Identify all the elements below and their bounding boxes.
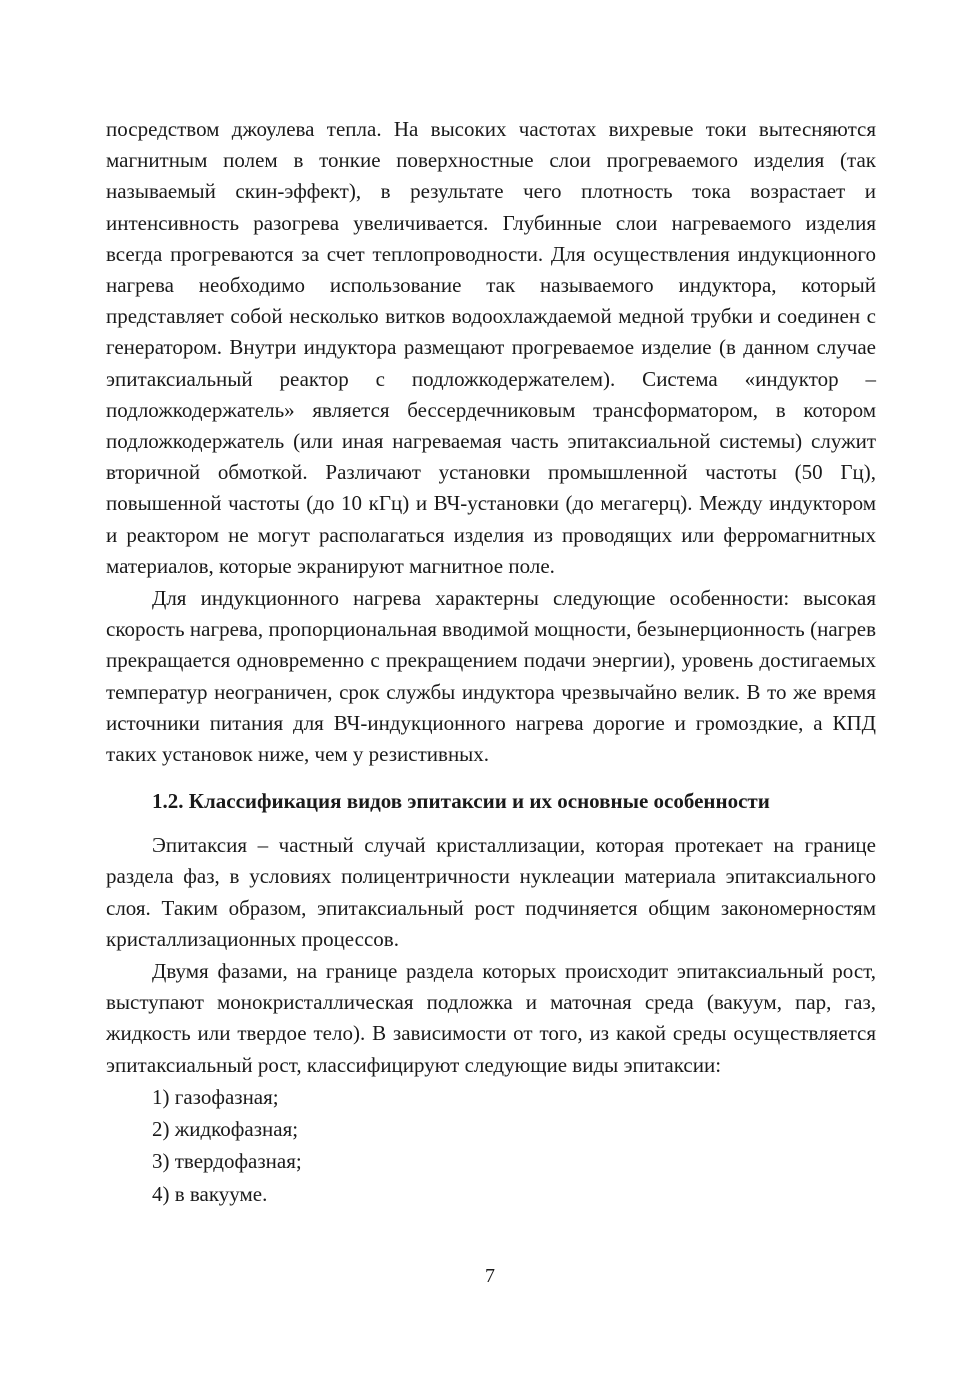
section-heading: 1.2. Классификация видов эпитаксии и их основные особенности: [152, 789, 770, 814]
list-item: 1) газофазная;: [152, 1084, 279, 1109]
list-item: 3) твердофазная;: [152, 1149, 302, 1174]
epitaxy-types-list: [106, 1082, 876, 1210]
paragraph-epitaxy-phases: Двумя фазами, на границе раздела которых происходит эпитаксиальный рост, выступают монокристаллическая подложка и маточная среда (вакуум, пар, газ, жидкость или твердое тело). В зависимости от того, из какой среды осуществляется эпитаксиальный рост, классифицируют следующие виды эпитаксии:: [106, 959, 876, 1077]
page-body: [106, 114, 876, 1210]
paragraph-induction-heating-features: Для индукционного нагрева характерны следующие особенности: высокая скорость нагрева, пропорциональная вводимой мощности, безынерционность (нагрев прекращается одновременно с прекращением подачи энергии), уровень достигаемых температур неограничен, срок службы индуктора чрезвычайно велик. В то же время источники питания для ВЧ-индукционного нагрева дорогие и громоздкие, а КПД таких установок ниже, чем у резистивных.: [106, 586, 876, 767]
list-item: 4) в вакууме.: [152, 1181, 268, 1206]
paragraph-induction-heating-continued: посредством джоулева тепла. На высоких частотах вихревые токи вытесняются магнитным полем в тонкие поверхностные слои прогреваемого изделия (так называемый скин-эффект), в результате чего плотность тока возрастает и интенсивность разогрева увеличивается. Глубинные слои нагреваемого изделия всегда прогреваются за счет теплопроводности. Для осуществления индукционного нагрева необходимо использование так называемого индуктора, который представляет собой несколько витков водоохлаждаемой медной трубки и соединен с генератором. Внутри индуктора размещают прогреваемое изделие (в данном случае эпитаксиальный реактор с подложкодержателем). Система «индуктор – подложкодержатель» является бессердечниковым трансформатором, в котором подложкодержатель (или иная нагреваемая часть эпитаксиальной системы) служит вторичной обмоткой. Различают установки промышленной частоты (50 Гц), повышенной частоты (до 10 кГц) и ВЧ-установки (до мегагерц). Между индуктором и реактором не могут располагаться изделия из проводящих или ферромагнитных материалов, которые экранируют магнитное поле.: [106, 117, 876, 578]
paragraph-epitaxy-definition: Эпитаксия – частный случай кристаллизации, которая протекает на границе раздела фаз, в условиях полицентричности нуклеации материала эпитаксиального слоя. Таким образом, эпитаксиальный рост подчиняется общим закономерностям кристаллизационных процессов.: [106, 833, 876, 951]
page-number: 7: [485, 1265, 495, 1287]
list-item: 2) жидкофазная;: [152, 1117, 299, 1142]
